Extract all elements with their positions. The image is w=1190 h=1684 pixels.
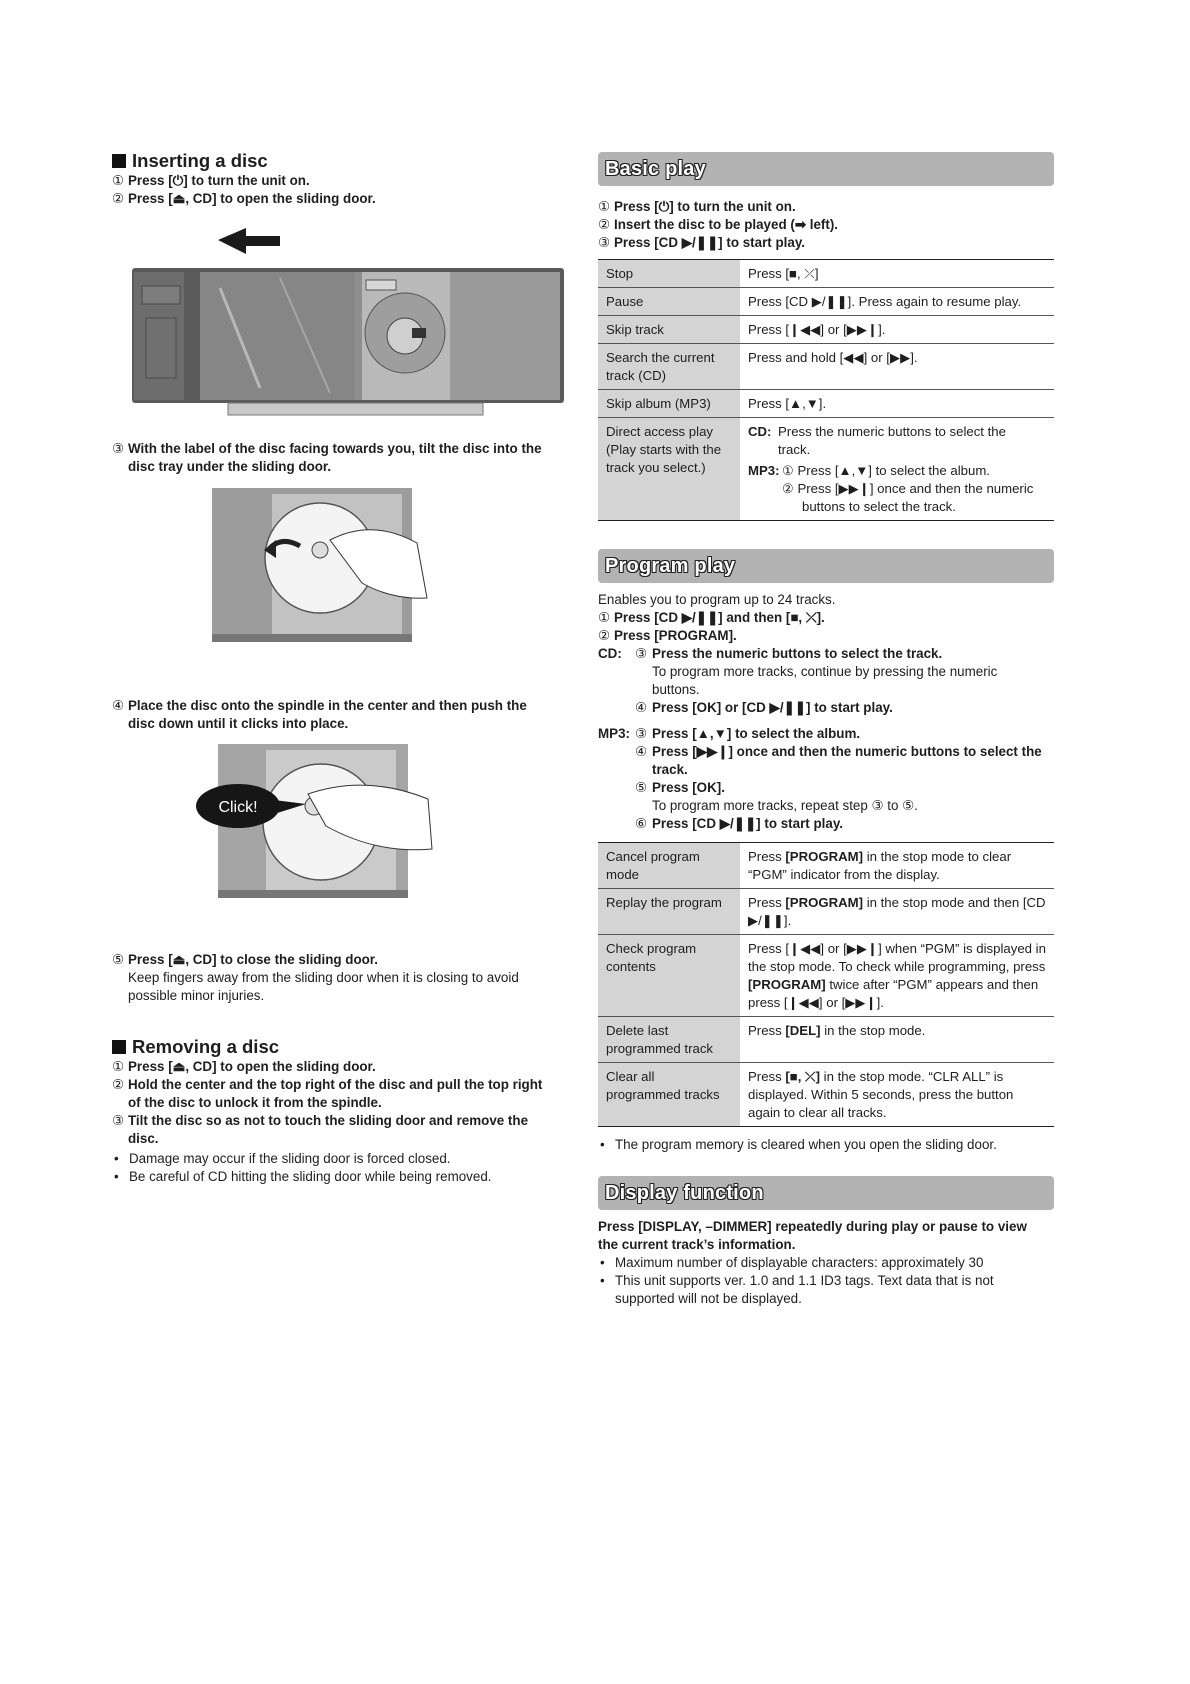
insert-step-5: ⑤ Press [⏏, CD] to close the sliding door. Keep fingers away from the sliding door when it is closing to avoid possible minor injuries. [112, 952, 519, 1003]
left-arrow-icon [218, 228, 280, 254]
remove-note-2: • Be careful of CD hitting the sliding door while being removed. [114, 1169, 492, 1184]
table-row: Replay the program Press [PROGRAM] in the stop mode and then [CD ▶/❚❚]. [598, 889, 1054, 935]
removing-heading [112, 1036, 582, 1058]
push-disc-illustration [196, 744, 436, 904]
square-bullet-icon [112, 154, 126, 168]
left-column [112, 150, 572, 208]
remove-step-3: ③ Tilt the disc so as not to touch the sliding door and remove the [112, 1113, 529, 1128]
table-row: Skip track Press [❙◀◀] or [▶▶❙]. [598, 316, 1054, 344]
table-row: Cancel program mode Press [PROGRAM] in the stop mode to clear “PGM” indicator from the display. [598, 843, 1054, 889]
removing-section: Removing a disc ① Press [⏏, CD] to open the sliding door. ② Hold the center and the top right of the disc and pull the top right of the disc to unlock it from the spindle. ③ Tilt the disc so as not to touch the sliding door and remove the disc. • Damage may occur if the sliding door is forced closed. • Be careful of CD hitting the sliding door while being removed. [112, 1036, 582, 1186]
inserting-title: Inserting a disc [132, 150, 268, 171]
basic-play-banner: Basic play [598, 152, 1054, 186]
basic-step-3: ③ Press [CD ▶/❚❚] to start play. [598, 235, 805, 250]
table-row: Delete last programmed track Press [DEL] in the stop mode. [598, 1017, 1054, 1063]
table-row: Search the current track (CD) Press and hold [◀◀] or [▶▶]. [598, 344, 1054, 390]
table-row: Stop Press [■, ⤫] [598, 260, 1054, 288]
program-play-banner: Program play [598, 549, 1054, 583]
unit-sliding-door-illustration [130, 228, 570, 428]
square-bullet-icon [112, 1040, 126, 1054]
program-note: • The program memory is cleared when you open the sliding door. [600, 1137, 997, 1152]
program-mp3-step-3: MP3: ③ Press [▲,▼] to select the album. [598, 726, 861, 741]
remove-note-1: • Damage may occur if the sliding door is forced closed. [114, 1151, 451, 1166]
program-cd-step-3: CD: ③ Press the numeric buttons to select the track. [598, 646, 943, 661]
removing-title: Removing a disc [132, 1036, 280, 1057]
tilt-disc-illustration [212, 488, 434, 648]
display-note-1: • Maximum number of displayable characters: approximately 30 [600, 1255, 984, 1270]
insert-step-1: ① Press [⏻] to turn the unit on. [112, 173, 310, 188]
table-row: Clear all programmed tracks Press [■, ⤫] in the stop mode. “CLR ALL” is displayed. Within 5 seconds, press the button again to clear all tracks. [598, 1063, 1054, 1127]
right-column: Basic play ① Press [⏻] to turn the unit on. ② Insert the disc to be played (➡ left). ③ Press [CD ▶/❚❚] to start play. Stop Press [■, ⤫] Pause Press [CD ▶/❚❚]. Press again to resume play. Skip track Press [❙◀◀] or [▶▶❙]. Search the current track (CD) Press and hold [◀◀] or [▶▶]. Skip album (MP3) Press [▲,▼]. Direct access play (Play starts with the track you select.) CD: Press the numeric buttons to select the track. MP3: ① Press [▲,▼] to select the album. ② Press [▶▶❙] once and then the numeric buttons to select the track. Program play Enables you to program up to 24 tracks. ① Press [CD ▶/❚❚] and then [■, ⤫]. ② Press [PROGRAM]. CD: ③ Press the numeric buttons to select the track. To program more tracks, continue by pressing the numeric buttons. ④ Press [OK] or [CD ▶/❚❚] to start play. MP3: ③ Press [▲,▼] to select the album. ④ Press [▶▶❙] once and then the numeric buttons to select the track. ⑤ Press [OK]. To program more tracks, repeat step ③ to ⑤. ⑥ Press [CD ▶/❚❚] to start play. Cancel program mode Press [PROGRAM] in the stop mode to clear “PGM” indicator from the display. Replay the program Press [PROGRAM] in the stop mode and then [CD ▶/❚❚]. Check program contents Press [❙◀◀] or [▶▶❙] when “PGM” is displayed in the stop mode. To check while programming, press [PROGRAM] twice after “PGM” appears and then press [❙◀◀] or [▶▶❙]. Delete last programmed track Press [DEL] in the stop mode. Clear all programmed tracks Press [■, ⤫] in the stop mode. “CLR ALL” is displayed. Within 5 seconds, press the button again to clear all tracks. • The program memory is cleared when you open the sliding door. Display function Press [DISPLAY, –DIMMER] repeatedly during play or pause to view the current track’s information. • Maximum number of displayable characters: approximately 30 • This unit supports ver. 1.0 and 1.1 ID3 tags. Text data that is not supported will not be displayed. [598, 152, 1054, 1308]
program-mp3-step-6: ⑥ Press [CD ▶/❚❚] to start play. [635, 816, 843, 831]
remove-step-2: ② Hold the center and the top right of the disc and pull the top right [112, 1077, 543, 1092]
program-step-2: ② Press [PROGRAM]. [598, 628, 737, 643]
table-row: Skip album (MP3) Press [▲,▼]. [598, 390, 1054, 418]
remove-step-1: ① Press [⏏, CD] to open the sliding door. [112, 1059, 376, 1074]
program-play-table [598, 842, 1054, 1127]
basic-step-1: ① Press [⏻] to turn the unit on. [598, 199, 796, 214]
insert-step-3: ③ With the label of the disc facing towards you, tilt the disc into the disc tray under the sliding door. [112, 441, 542, 474]
basic-step-2: ② Insert the disc to be played (➡ left). [598, 217, 839, 232]
inserting-heading [112, 150, 572, 172]
display-note-2: • This unit supports ver. 1.0 and 1.1 ID3 tags. Text data that is not [600, 1273, 994, 1288]
program-intro: Enables you to program up to 24 tracks. [598, 592, 836, 607]
program-mp3-step-4: ④ Press [▶▶❙] once and then the numeric buttons to select the [635, 744, 1042, 759]
program-mp3-step-5: ⑤ Press [OK]. [635, 780, 725, 795]
table-row: Pause Press [CD ▶/❚❚]. Press again to resume play. [598, 288, 1054, 316]
insert-step-2: ② Press [⏏, CD] to open the sliding door. [112, 191, 376, 206]
table-row: Direct access play (Play starts with the track you select.) CD: Press the numeric buttons to select the track. MP3: ① Press [▲,▼] to select the album. ② Press [▶▶❙] once and then the numeric buttons to select the track. [598, 418, 1054, 521]
display-lead: Press [DISPLAY, –DIMMER] repeatedly during play or pause to view [598, 1219, 1027, 1234]
table-row: Check program contents Press [❙◀◀] or [▶▶❙] when “PGM” is displayed in the stop mode. To check while programming, press [PROGRAM] twice after “PGM” appears and then press [❙◀◀] or [▶▶❙]. [598, 935, 1054, 1017]
program-cd-step-4: ④ Press [OK] or [CD ▶/❚❚] to start play. [635, 700, 893, 715]
display-function-banner: Display function [598, 1176, 1054, 1210]
program-step-1: ① Press [CD ▶/❚❚] and then [■, ⤫]. [598, 610, 825, 625]
insert-step-4: ④ Place the disc onto the spindle in the center and then push the disc down until it clicks into place. [112, 698, 527, 731]
click-label: Click! [218, 799, 258, 816]
basic-play-table [598, 259, 1054, 521]
